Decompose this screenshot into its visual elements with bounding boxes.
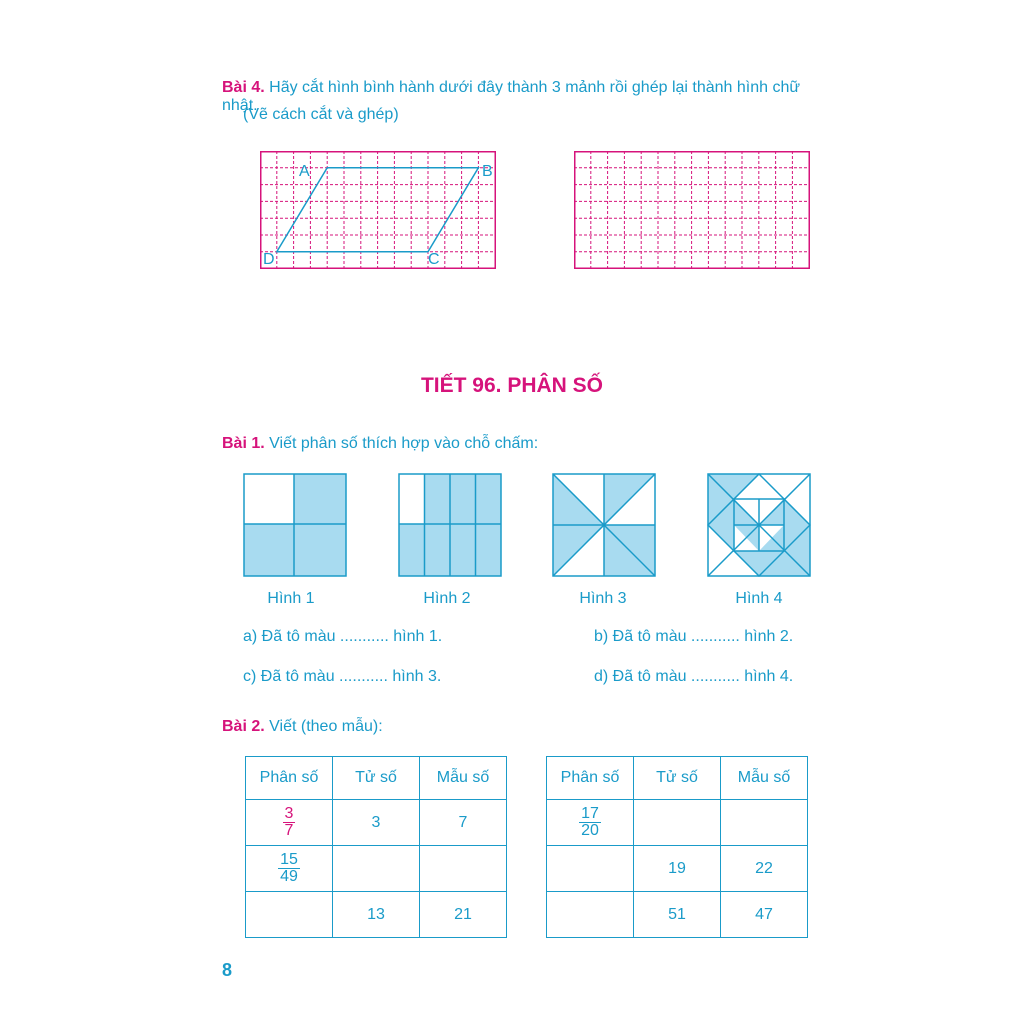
figure-1 [243,473,347,582]
ex1-label: Bài 1. [222,435,265,452]
denominator-cell[interactable] [721,800,808,846]
table-row [246,892,507,938]
ex4-text: Hãy cắt hình bình hành dưới đây thành 3 mảnh rồi ghép lại thành hình chữ nhật. [222,79,801,114]
header-phan-so: Phân số [246,757,333,800]
denominator-cell: 7 [420,800,507,846]
ex1-text: Viết phân số thích hợp vào chỗ chấm: [269,435,539,452]
header-phan-so: Phân số [547,757,634,800]
figure-2 [398,473,502,582]
header-tu-so: Tử số [333,757,420,800]
ex1-item-b: b) Đã tô màu ........... hình 2. [594,628,794,645]
page-number: 8 [222,960,233,980]
numerator-cell[interactable] [333,846,420,892]
figure-1-caption: Hình 1 [267,590,315,607]
fraction: $\frac{17}{20}$ [581,804,599,839]
point-d-label: D [263,251,275,268]
point-b-label: B [482,163,493,180]
header-mau-so: Mẫu số [420,757,507,800]
ex1-item-a: a) Đã tô màu ........... hình 1. [243,628,443,645]
fraction-cell-empty[interactable] [547,892,634,938]
header-mau-so: Mẫu số [721,757,808,800]
table-row [547,800,808,846]
table-row [246,800,507,846]
table-row [246,846,507,892]
point-a-label: A [299,163,310,180]
numerator-cell[interactable] [634,800,721,846]
parallelogram-grid [260,151,496,269]
denominator-cell: 21 [420,892,507,938]
numerator-cell: 19 [634,846,721,892]
numerator-cell: 3 [333,800,420,846]
fraction-table-left [245,756,507,938]
empty-grid [574,151,810,269]
ex4-note: (Vẽ cách cắt và ghép) [243,106,399,123]
ex2-text: Viết (theo mẫu): [269,718,383,735]
figure-3 [552,473,656,582]
table-row [547,846,808,892]
table-row [547,892,808,938]
ex2-prompt [222,718,383,736]
lesson-title: TIẾT 96. PHÂN SỐ [420,374,604,397]
ex2-label: Bài 2. [222,718,265,735]
figure-4-caption: Hình 4 [735,590,783,607]
fraction: $\frac{3}{7}$ [284,804,294,839]
denominator-cell[interactable] [420,846,507,892]
point-c-label: C [428,251,440,268]
figure-3-caption: Hình 3 [579,590,627,607]
fraction-cell-empty[interactable] [246,892,333,938]
header-tu-so: Tử số [634,757,721,800]
fraction-table-right [546,756,808,938]
numerator-cell: 51 [634,892,721,938]
denominator-cell: 22 [721,846,808,892]
figure-4 [707,473,811,582]
ex1-prompt [222,435,538,453]
figure-2-caption: Hình 2 [423,590,471,607]
numerator-cell: 13 [333,892,420,938]
ex4-label: Bài 4. [222,79,265,96]
ex1-item-d: d) Đã tô màu ........... hình 4. [594,668,794,685]
fraction: $\frac{15}{49}$ [280,850,298,885]
ex1-item-c: c) Đã tô màu ........... hình 3. [243,668,442,685]
denominator-cell: 47 [721,892,808,938]
fraction-cell-empty[interactable] [547,846,634,892]
